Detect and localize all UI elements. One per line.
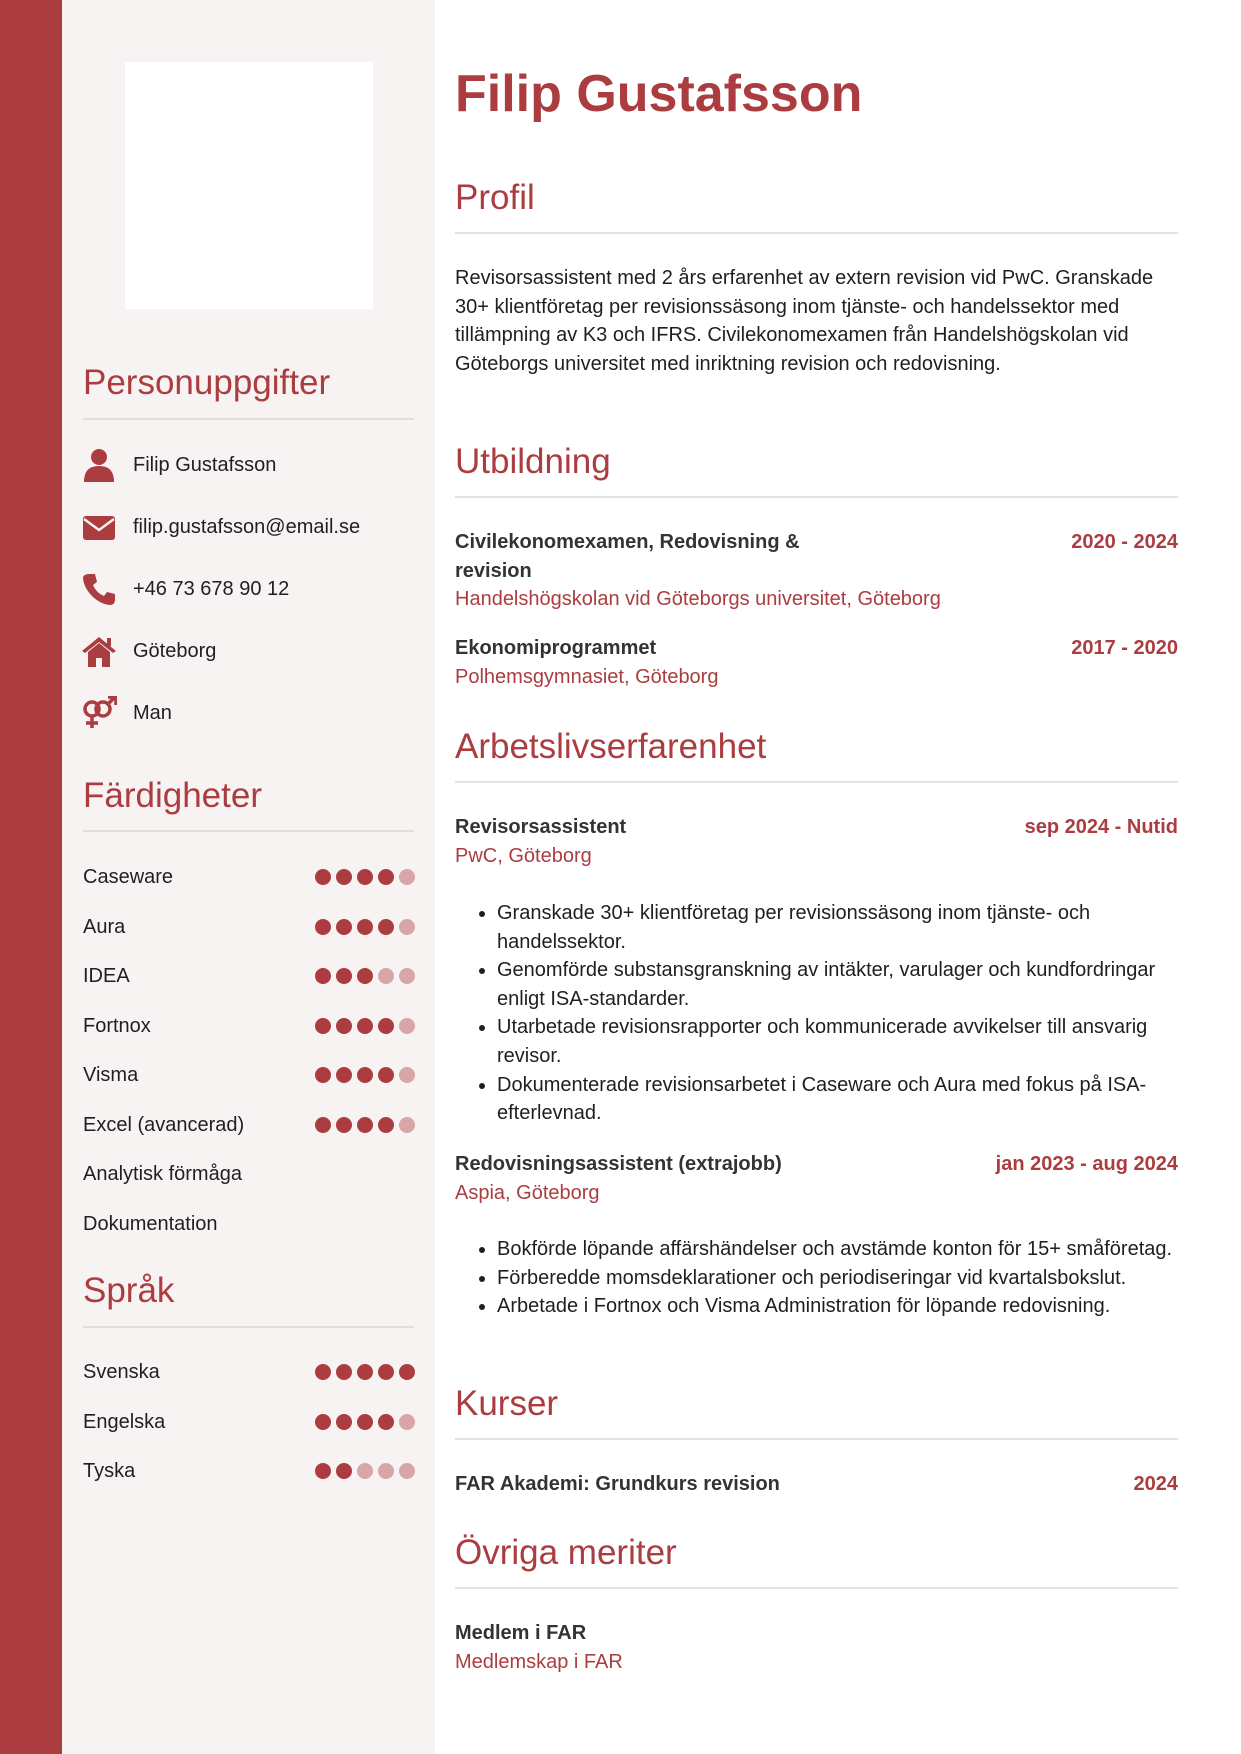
skill-rating <box>315 1018 415 1034</box>
merit-description: Medlemskap i FAR <box>455 1651 623 1673</box>
contact-city <box>81 631 421 671</box>
skill-name: Dokumentation <box>83 1212 218 1235</box>
job-duties <box>455 1235 1180 1321</box>
rating-dot <box>315 1067 331 1083</box>
contact-email[interactable] <box>81 507 421 547</box>
skill <box>83 1209 415 1239</box>
education-date: 2017 - 2020 <box>1071 637 1178 659</box>
courses-heading: Kurser <box>455 1384 559 1423</box>
rating-dot <box>336 1117 352 1133</box>
job-duty: • Genomförde substansgranskning av intäkter, varulager och kundfordringar enligt ISA-standarder. <box>497 956 1180 1013</box>
language-rating <box>315 1364 415 1380</box>
education-date: 2020 - 2024 <box>1071 531 1178 553</box>
profile-summary: Revisorsassistent med 2 års erfarenhet av extern revision vid PwC. Granskade 30+ klientföretag per revisionssäsong inom tjänste- och handelssektor med tillämpning av K3 och IFRS. Civilekonomexamen från Handelshögskolan vid Göteborgs universitet med inriktning revision och redovisning. <box>455 267 1154 375</box>
rating-dot <box>336 919 352 935</box>
rating-dot <box>357 1463 373 1479</box>
rating-dot <box>399 1414 415 1430</box>
job-duties <box>455 899 1180 1128</box>
contact-gender-text: Man <box>133 702 172 724</box>
language-name: Svenska <box>83 1361 160 1383</box>
rating-dot <box>315 919 331 935</box>
education-heading: Utbildning <box>455 442 611 481</box>
skill-rating <box>315 1067 415 1083</box>
skill <box>83 1011 415 1041</box>
rating-dot <box>378 919 394 935</box>
rating-dot <box>399 919 415 935</box>
rating-dot <box>399 1364 415 1380</box>
profile-heading: Profil <box>455 178 535 217</box>
rating-dot <box>399 968 415 984</box>
skill-name: Caseware <box>83 866 174 888</box>
skill <box>83 1110 415 1140</box>
education-school: Handelshögskolan vid Göteborgs universitet, Göteborg <box>455 588 941 610</box>
courses-divider <box>455 1438 1178 1440</box>
envelope-icon <box>81 510 117 544</box>
user-icon <box>81 448 117 482</box>
contact-phone-text: +46 73 678 90 12 <box>133 578 290 600</box>
language <box>83 1357 415 1387</box>
rating-dot <box>315 1018 331 1034</box>
job-duty: • Utarbetade revisionsrapporter och kommunicerade avvikelser till ansvarig revisor. <box>497 1013 1180 1070</box>
accent-stripe <box>0 0 62 1754</box>
education-title: Civilekonomexamen, Redovisning & revision <box>455 531 800 582</box>
skill <box>83 1060 415 1090</box>
rating-dot <box>357 968 373 984</box>
phone-icon <box>81 572 117 606</box>
job-title: Revisorsassistent <box>455 816 627 838</box>
merits-divider <box>455 1587 1178 1589</box>
job-duty: • Förberedde momsdeklarationer och periodiseringar vid kvartalsbokslut. <box>497 1264 1180 1293</box>
skill <box>83 862 415 892</box>
rating-dot <box>378 1067 394 1083</box>
education-school: Polhemsgymnasiet, Göteborg <box>455 666 719 688</box>
contact-phone[interactable] <box>81 569 421 609</box>
rating-dot <box>378 1018 394 1034</box>
job-date: sep 2024 - Nutid <box>1024 816 1178 838</box>
profile-photo <box>125 62 373 309</box>
rating-dot <box>336 1067 352 1083</box>
job-employer: PwC, Göteborg <box>455 845 592 867</box>
rating-dot <box>399 1117 415 1133</box>
rating-dot <box>378 1414 394 1430</box>
rating-dot <box>357 1364 373 1380</box>
job-title: Redovisningsassistent (extrajobb) <box>455 1153 782 1175</box>
language-name: Engelska <box>83 1410 166 1433</box>
rating-dot <box>357 1414 373 1430</box>
rating-dot <box>336 968 352 984</box>
language-rating <box>315 1463 415 1479</box>
contact-name-text: Filip Gustafsson <box>133 454 277 476</box>
merit-title: Medlem i FAR <box>455 1622 587 1644</box>
rating-dot <box>399 1067 415 1083</box>
rating-dot <box>357 1117 373 1133</box>
skill-name: IDEA <box>83 965 130 987</box>
rating-dot <box>315 1463 331 1479</box>
skills-heading: Färdigheter <box>83 776 262 815</box>
profile-divider <box>455 232 1178 234</box>
rating-dot <box>315 1414 331 1430</box>
rating-dot <box>336 1463 352 1479</box>
experience-heading: Arbetslivserfarenhet <box>455 727 767 766</box>
rating-dot <box>315 1117 331 1133</box>
rating-dot <box>378 1117 394 1133</box>
education-title: Ekonomiprogrammet <box>455 637 657 659</box>
home-icon <box>81 634 117 668</box>
language <box>83 1407 415 1437</box>
skill-name: Analytisk förmåga <box>83 1163 242 1185</box>
job-duty: • Granskade 30+ klientföretag per revisionssäsong inom tjänste- och handelssektor. <box>497 899 1180 956</box>
rating-dot <box>357 919 373 935</box>
rating-dot <box>336 1018 352 1034</box>
rating-dot <box>336 869 352 885</box>
skill-name: Aura <box>83 915 126 938</box>
skill-name: Visma <box>83 1064 139 1086</box>
job-duty: • Dokumenterade revisionsarbetet i Caseware och Aura med fokus på ISA-efterlevnad. <box>497 1071 1180 1128</box>
contact-city-text: Göteborg <box>133 640 217 662</box>
page-title: Filip Gustafsson <box>455 65 863 123</box>
languages-heading: Språk <box>83 1271 175 1310</box>
rating-dot <box>378 869 394 885</box>
rating-dot <box>315 1364 331 1380</box>
rating-dot <box>399 1018 415 1034</box>
skill <box>83 1159 415 1189</box>
course-date: 2024 <box>1133 1473 1178 1495</box>
job-duty: • Bokförde löpande affärshändelser och avstämde konton för 15+ småföretag. <box>497 1235 1180 1264</box>
rating-dot <box>399 1463 415 1479</box>
skills-divider <box>83 830 414 832</box>
skill-rating <box>315 1117 415 1133</box>
language-name: Tyska <box>83 1460 136 1482</box>
skill-rating <box>315 919 415 935</box>
rating-dot <box>357 869 373 885</box>
rating-dot <box>378 1364 394 1380</box>
course-title: FAR Akademi: Grundkurs revision <box>455 1473 780 1495</box>
education-divider <box>455 496 1178 498</box>
skill-rating <box>315 968 415 984</box>
contact-name <box>81 445 421 485</box>
rating-dot <box>336 1414 352 1430</box>
job-date: jan 2023 - aug 2024 <box>995 1153 1178 1175</box>
contact-email-text: filip.gustafsson@email.se <box>133 516 361 538</box>
language-rating <box>315 1414 415 1430</box>
rating-dot <box>357 1018 373 1034</box>
rating-dot <box>336 1364 352 1380</box>
language <box>83 1456 415 1486</box>
languages-divider <box>83 1326 414 1328</box>
skill <box>83 961 415 991</box>
rating-dot <box>315 968 331 984</box>
rating-dot <box>315 869 331 885</box>
rating-dot <box>399 869 415 885</box>
job-duty: • Arbetade i Fortnox och Visma Administration för löpande redovisning. <box>497 1292 1180 1321</box>
merits-heading: Övriga meriter <box>455 1533 677 1572</box>
rating-dot <box>378 1463 394 1479</box>
gender-icon <box>81 696 117 730</box>
skill-rating <box>315 869 415 885</box>
skill-name: Fortnox <box>83 1014 151 1037</box>
contact-gender <box>81 693 421 733</box>
skill <box>83 912 415 942</box>
rating-dot <box>378 968 394 984</box>
experience-divider <box>455 781 1178 783</box>
skill-name: Excel (avancerad) <box>83 1113 245 1136</box>
personal-divider <box>83 418 414 420</box>
job-employer: Aspia, Göteborg <box>455 1182 600 1204</box>
rating-dot <box>357 1067 373 1083</box>
personal-heading: Personuppgifter <box>83 363 331 402</box>
